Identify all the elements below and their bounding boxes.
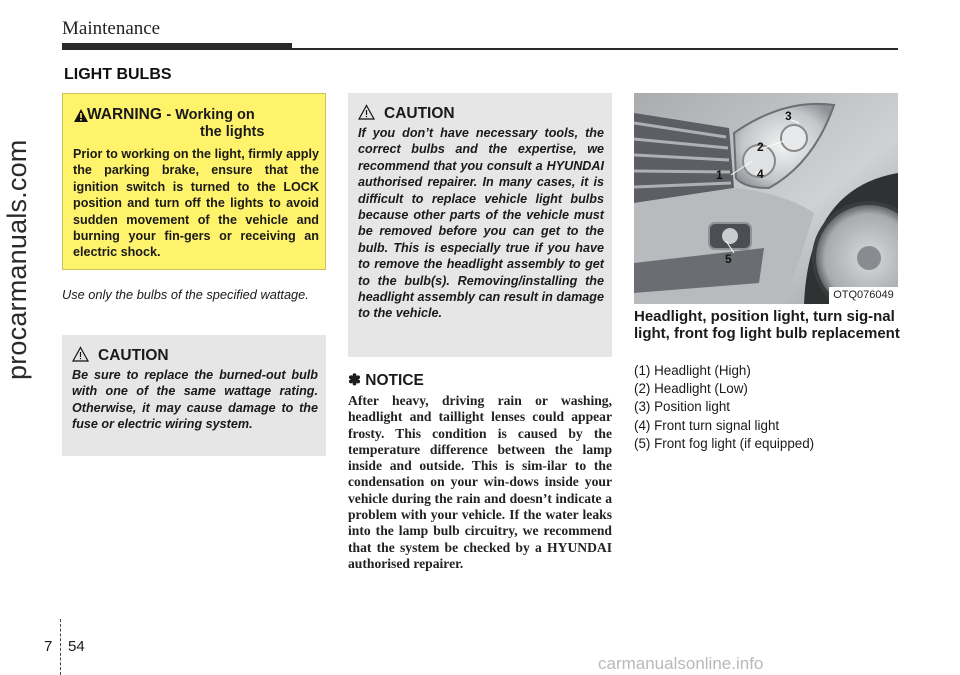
callout-5: 5 bbox=[725, 252, 732, 266]
photo-code-label: OTQ076049 bbox=[829, 287, 898, 304]
caution-left-body: Be sure to replace the burned-out bulb with one of the same wattage rating. Otherwise, it may cause damage to the fuse or electric wiring system. bbox=[72, 368, 318, 432]
caution-left-title: CAUTION bbox=[98, 347, 169, 364]
page-number: 54 bbox=[68, 638, 85, 655]
bulb-list bbox=[634, 362, 814, 453]
caution-middle-body: If you don’t have necessary tools, the correct bulbs and the expertise, we recommend that you consult a HYUNDAI authorised repairer. In many cases, it is difficult to replace vehicle light bulbs because other parts of the vehicle must be removed before you can get to the bulb. This is especially true if you have to remove the headlight assembly to get to the bulb(s). Removing/installing the headlight assembly can result in damage to the vehicle. bbox=[358, 126, 604, 321]
page-number-divider bbox=[60, 619, 61, 675]
header-rule-thick bbox=[62, 43, 292, 50]
headlight-section-title: Headlight, position light, turn sig-nal light, front fog light bulb replacement bbox=[634, 308, 900, 342]
warning-subtitle-line1: - Working on bbox=[166, 107, 255, 123]
warning-subtitle-line2: the lights bbox=[200, 124, 265, 140]
caution-triangle-icon bbox=[358, 104, 375, 120]
intro-text: Use only the bulbs of the specified wattage. bbox=[62, 287, 309, 302]
list-item: (4) Front turn signal light bbox=[634, 417, 780, 433]
warning-box bbox=[62, 93, 326, 270]
side-watermark: procarmanuals.com bbox=[2, 139, 32, 380]
list-item: (1) Headlight (High) bbox=[634, 363, 751, 378]
callout-1: 1 bbox=[716, 168, 723, 182]
notice-title: ✽ NOTICE bbox=[348, 372, 424, 389]
list-item: (5) Front fog light (if equipped) bbox=[634, 435, 815, 451]
car-front-illustration bbox=[634, 93, 898, 304]
callout-4: 4 bbox=[757, 167, 764, 181]
warning-title-row bbox=[87, 106, 255, 124]
callout-2: 2 bbox=[757, 140, 764, 154]
warning-title: WARNING bbox=[87, 106, 162, 123]
list-item: (3) Position light bbox=[634, 399, 731, 415]
page-heading: LIGHT BULBS bbox=[64, 66, 172, 83]
warning-body: Prior to working on the light, firmly apply the parking brake, ensure that the ignition switch is turned to the LOCK position and turn off the lights to avoid sudden movement of the vehicle and burning your fin-gers or receiving an electric shock. bbox=[73, 147, 319, 260]
caution-box-middle bbox=[348, 93, 612, 357]
caution-triangle-icon bbox=[72, 346, 89, 362]
notice-body: After heavy, driving rain or washing, headlight and taillight lenses could appear frosty. This condition is caused by the temperature difference between the lamp inside and outside. This is sim-ilar to the condensation on your win-dows inside your vehicle during the rain and doesn’t indicate a problem with your vehicle. If the water leaks into the lamp bulb circuitry, we recommend that the system be checked by a HYUNDAI authorised repairer. bbox=[348, 393, 612, 571]
chapter-number: 7 bbox=[44, 638, 53, 655]
section-header-title: Maintenance bbox=[62, 18, 161, 39]
footer-watermark: carmanualsonline.info bbox=[598, 654, 764, 673]
caution-middle-title: CAUTION bbox=[384, 105, 455, 122]
callout-3: 3 bbox=[785, 109, 792, 123]
list-item: (2) Headlight (Low) bbox=[634, 381, 748, 397]
caution-box-left bbox=[62, 335, 326, 456]
header-rule-thin bbox=[292, 48, 898, 50]
headlight-photo bbox=[634, 93, 898, 304]
